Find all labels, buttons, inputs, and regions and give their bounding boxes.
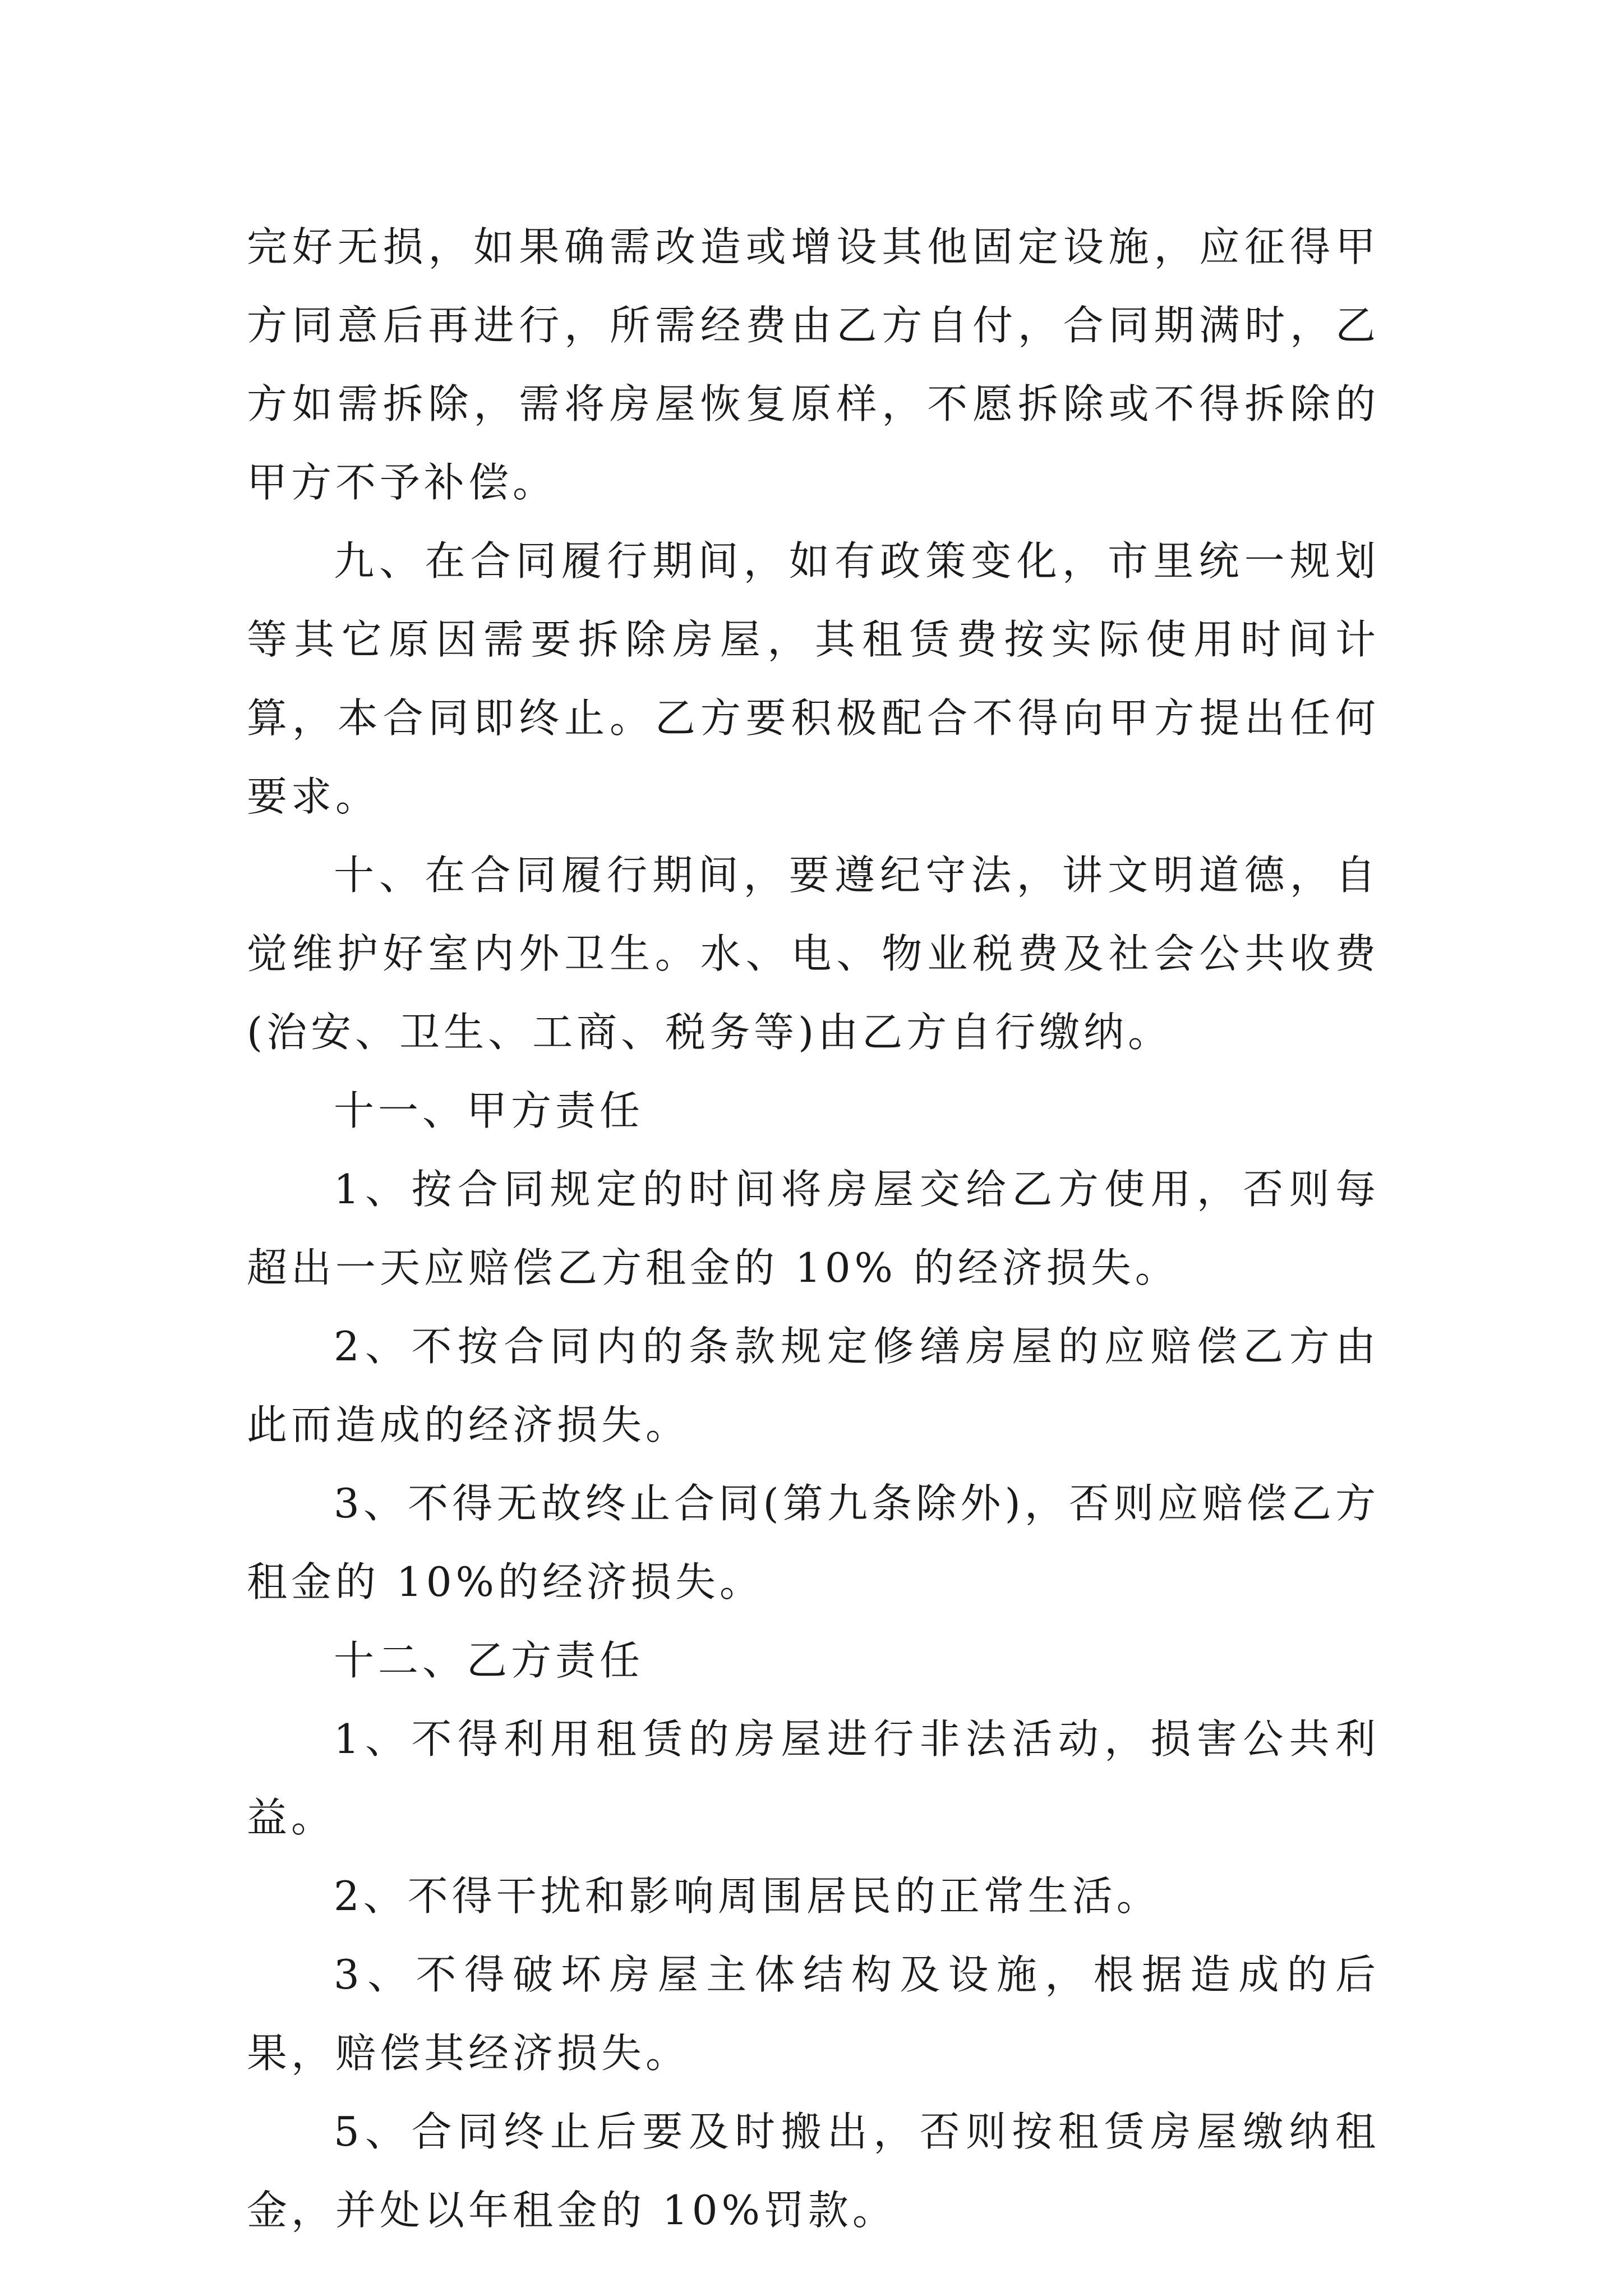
paragraph-party-b-item-2: 2、不得干扰和影响周围居民的正常生活。	[334, 1872, 1161, 1920]
paragraph-party-a-item-3: 3、不得无故终止合同(第九条除外)，否则应赔偿乙方租金的 10%的经济损失。	[247, 1480, 1380, 1605]
heading-party-a-responsibility: 十一、甲方责任	[334, 1087, 644, 1134]
document-body	[247, 208, 1380, 2249]
paragraph-continuation: 完好无损，如果确需改造或增设其他固定设施，应征得甲方同意后再进行，所需经费由乙方自付，合同期满时，乙方如需拆除，需将房屋恢复原样，不愿拆除或不得拆除的甲方不予补偿。	[247, 223, 1380, 506]
paragraph-clause-9: 九、在合同履行期间，如有政策变化，市里统一规划等其它原因需要拆除房屋，其租赁费按实际使用时间计算，本合同即终止。乙方要积极配合不得向甲方提出任何要求。	[247, 537, 1380, 820]
paragraph-party-b-item-1: 1、不得利用租赁的房屋进行非法活动，损害公共利益。	[247, 1715, 1380, 1841]
paragraph-party-b-item-5: 5、合同终止后要及时搬出，否则按租赁房屋缴纳租金，并处以年租金的 10%罚款。	[247, 2108, 1380, 2234]
paragraph-party-a-item-1: 1、按合同规定的时间将房屋交给乙方使用，否则每超出一天应赔偿乙方租金的 10% 的经济损失。	[247, 1166, 1380, 1291]
paragraph-party-b-item-3: 3、不得破坏房屋主体结构及设施，根据造成的后果，赔偿其经济损失。	[247, 1951, 1380, 2077]
paragraph-clause-10: 十、在合同履行期间，要遵纪守法，讲文明道德，自觉维护好室内外卫生。水、电、物业税费及社会公共收费(治安、卫生、工商、税务等)由乙方自行缴纳。	[247, 852, 1380, 1056]
paragraph-party-a-item-2: 2、不按合同内的条款规定修缮房屋的应赔偿乙方由此而造成的经济损失。	[247, 1323, 1380, 1448]
heading-party-b-responsibility: 十二、乙方责任	[334, 1637, 644, 1684]
